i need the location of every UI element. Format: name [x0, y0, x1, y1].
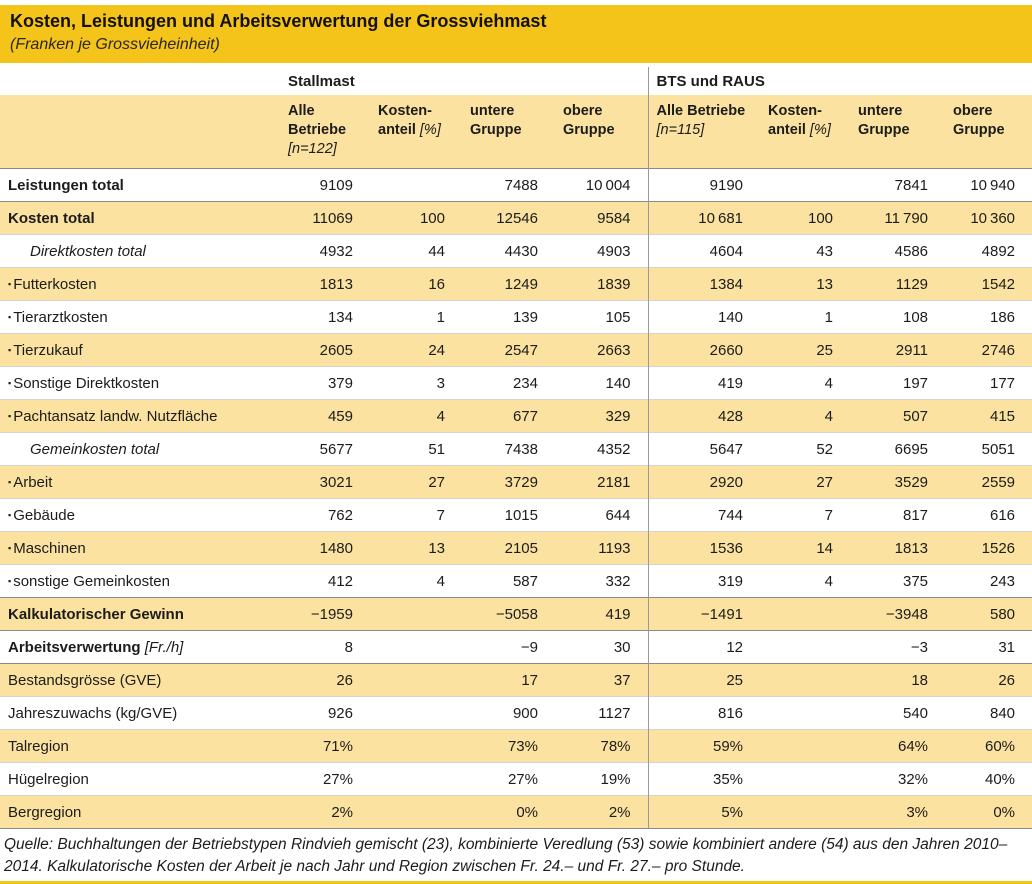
col-header-text: obere Gruppe: [953, 103, 1005, 138]
value-cell: 100: [370, 202, 462, 235]
group-header-stallmast: Stallmast: [280, 67, 648, 95]
table-row: [0, 169, 1032, 202]
value-cell: 2746: [945, 334, 1032, 367]
table-row: [0, 268, 1032, 301]
col-header-note: [%]: [419, 122, 441, 138]
col-header-text: untere Gruppe: [470, 103, 522, 138]
row-label-cell: [0, 235, 280, 268]
row-label-cell: [0, 268, 280, 301]
value-cell: [760, 796, 850, 829]
table-row: [0, 730, 1032, 763]
value-cell: 0%: [462, 796, 555, 829]
value-cell: 1542: [945, 268, 1032, 301]
value-cell: 78%: [555, 730, 648, 763]
value-cell: 2105: [462, 532, 555, 565]
cost-table: [0, 67, 1032, 829]
value-cell: 7: [760, 499, 850, 532]
value-cell: 816: [648, 697, 760, 730]
row-label: Sonstige Direktkosten: [13, 374, 160, 392]
table-row: [0, 565, 1032, 598]
value-cell: 31: [945, 631, 1032, 664]
value-cell: 1813: [850, 532, 945, 565]
value-cell: 186: [945, 301, 1032, 334]
row-label: Futterkosten: [13, 275, 97, 293]
value-cell: 40%: [945, 763, 1032, 796]
value-cell: 2181: [555, 466, 648, 499]
value-cell: 419: [648, 367, 760, 400]
value-cell: 1480: [280, 532, 370, 565]
col-header-text: untere Gruppe: [858, 103, 910, 138]
value-cell: 4430: [462, 235, 555, 268]
col-header-text: Alle Betriebe: [656, 103, 746, 119]
value-cell: 677: [462, 400, 555, 433]
table-row: [0, 400, 1032, 433]
table-row: [0, 598, 1032, 631]
value-cell: 1: [370, 301, 462, 334]
row-label: Tierzukauf: [13, 341, 83, 359]
value-cell: 2920: [648, 466, 760, 499]
value-cell: 13: [370, 532, 462, 565]
col-header-text: Kosten-anteil: [768, 103, 822, 138]
value-cell: 243: [945, 565, 1032, 598]
table-footer: [0, 829, 1032, 878]
value-cell: 26: [280, 664, 370, 697]
value-cell: 4: [370, 565, 462, 598]
value-cell: 134: [280, 301, 370, 334]
value-cell: 140: [648, 301, 760, 334]
value-cell: 140: [555, 367, 648, 400]
bullet-icon: ▪: [8, 278, 12, 289]
value-cell: 13: [760, 268, 850, 301]
value-cell: −3948: [850, 598, 945, 631]
value-cell: 762: [280, 499, 370, 532]
value-cell: 30: [555, 631, 648, 664]
value-cell: −1491: [648, 598, 760, 631]
value-cell: 27: [370, 466, 462, 499]
value-cell: 10 004: [555, 169, 648, 202]
row-label-cell: [0, 169, 280, 202]
value-cell: 234: [462, 367, 555, 400]
value-cell: 27%: [280, 763, 370, 796]
group-header-bts-raus: BTS und RAUS: [648, 67, 1032, 95]
source-note: Quelle: Buchhaltungen der Betriebstypen Rindvieh gemischt (23), kombinierte Veredlung (53) sowie kombiniert andere (54) aus den Jahren 2010–2014. Kalkulatorische Kosten der Arbeit je nach Jahr und Region zwischen Fr. 24.– und Fr. 27.– pro Stunde.: [4, 836, 1008, 875]
table-body: [0, 169, 1032, 829]
value-cell: 2911: [850, 334, 945, 367]
row-label: Maschinen: [13, 539, 86, 557]
value-cell: 3%: [850, 796, 945, 829]
value-cell: 4903: [555, 235, 648, 268]
value-cell: 73%: [462, 730, 555, 763]
value-cell: [760, 763, 850, 796]
value-cell: 379: [280, 367, 370, 400]
value-cell: 2547: [462, 334, 555, 367]
col-header-alle-betriebe-1: [280, 95, 370, 169]
value-cell: 644: [555, 499, 648, 532]
row-label: Direktkosten total: [30, 242, 146, 260]
page-subtitle: (Franken je Grossvieheinheit): [10, 36, 220, 53]
col-header-obere-gruppe-2: [945, 95, 1032, 169]
value-cell: 60%: [945, 730, 1032, 763]
row-label-cell: [0, 202, 280, 235]
row-label: Hügelregion: [8, 770, 89, 788]
value-cell: 2%: [280, 796, 370, 829]
value-cell: 0%: [945, 796, 1032, 829]
row-label: Kosten total: [8, 209, 95, 227]
bullet-icon: ▪: [8, 542, 12, 553]
value-cell: 5051: [945, 433, 1032, 466]
value-cell: 105: [555, 301, 648, 334]
value-cell: 12546: [462, 202, 555, 235]
row-label-cell: [0, 532, 280, 565]
value-cell: 4932: [280, 235, 370, 268]
row-label-cell: [0, 400, 280, 433]
value-cell: 840: [945, 697, 1032, 730]
label-column-header: [0, 95, 280, 169]
row-label: Pachtansatz landw. Nutzfläche: [13, 407, 218, 425]
value-cell: [370, 169, 462, 202]
value-cell: 9584: [555, 202, 648, 235]
value-cell: 108: [850, 301, 945, 334]
group-header-row: [0, 67, 1032, 95]
row-label-cell: [0, 565, 280, 598]
value-cell: 25: [760, 334, 850, 367]
value-cell: [370, 697, 462, 730]
value-cell: 18: [850, 664, 945, 697]
value-cell: 332: [555, 565, 648, 598]
value-cell: [760, 664, 850, 697]
value-cell: [760, 169, 850, 202]
table-row: [0, 367, 1032, 400]
row-label: Gemeinkosten total: [30, 440, 160, 458]
row-unit: [Fr./h]: [144, 638, 184, 656]
value-cell: 100: [760, 202, 850, 235]
row-label-cell: [0, 730, 280, 763]
col-header-obere-gruppe-1: [555, 95, 648, 169]
row-label-cell: [0, 466, 280, 499]
value-cell: [760, 598, 850, 631]
col-header-alle-betriebe-2: [648, 95, 760, 169]
value-cell: 14: [760, 532, 850, 565]
col-header-kostenanteil-1: [370, 95, 462, 169]
value-cell: 2660: [648, 334, 760, 367]
value-cell: 1127: [555, 697, 648, 730]
value-cell: 817: [850, 499, 945, 532]
value-cell: 11 790: [850, 202, 945, 235]
value-cell: 7: [370, 499, 462, 532]
value-cell: 27: [760, 466, 850, 499]
bullet-icon: ▪: [8, 311, 12, 322]
value-cell: 9190: [648, 169, 760, 202]
value-cell: 419: [555, 598, 648, 631]
value-cell: 59%: [648, 730, 760, 763]
value-cell: 7438: [462, 433, 555, 466]
value-cell: 5647: [648, 433, 760, 466]
bullet-icon: ▪: [8, 344, 12, 355]
value-cell: 4: [370, 400, 462, 433]
page-title: Kosten, Leistungen und Arbeitsverwertung der Grossviehmast: [10, 11, 547, 31]
row-label: Arbeit: [13, 473, 53, 491]
value-cell: 17: [462, 664, 555, 697]
table-row: [0, 301, 1032, 334]
value-cell: [370, 631, 462, 664]
value-cell: 1193: [555, 532, 648, 565]
row-label-cell: [0, 301, 280, 334]
row-label-cell: [0, 367, 280, 400]
value-cell: 52: [760, 433, 850, 466]
value-cell: 507: [850, 400, 945, 433]
value-cell: 587: [462, 565, 555, 598]
value-cell: 7841: [850, 169, 945, 202]
value-cell: [370, 730, 462, 763]
row-label: Arbeitsverwertung: [8, 638, 141, 656]
bullet-icon: ▪: [8, 377, 12, 388]
row-label-cell: [0, 598, 280, 631]
row-label: Talregion: [8, 737, 69, 755]
value-cell: 1249: [462, 268, 555, 301]
value-cell: 412: [280, 565, 370, 598]
col-header-text: Alle Betriebe: [288, 103, 347, 138]
value-cell: 51: [370, 433, 462, 466]
value-cell: 24: [370, 334, 462, 367]
value-cell: 6695: [850, 433, 945, 466]
value-cell: 64%: [850, 730, 945, 763]
value-cell: 44: [370, 235, 462, 268]
value-cell: 1015: [462, 499, 555, 532]
bullet-icon: ▪: [8, 476, 12, 487]
value-cell: −9: [462, 631, 555, 664]
table-row: [0, 664, 1032, 697]
table-row: [0, 466, 1032, 499]
col-header-note: [%]: [809, 122, 831, 138]
bullet-icon: ▪: [8, 509, 12, 520]
value-cell: 32%: [850, 763, 945, 796]
value-cell: 4: [760, 367, 850, 400]
value-cell: 1813: [280, 268, 370, 301]
value-cell: 26: [945, 664, 1032, 697]
table-masthead: [0, 5, 1032, 63]
value-cell: 900: [462, 697, 555, 730]
value-cell: 1839: [555, 268, 648, 301]
value-cell: 2605: [280, 334, 370, 367]
value-cell: 3729: [462, 466, 555, 499]
value-cell: 5%: [648, 796, 760, 829]
row-label: Tierarztkosten: [13, 308, 108, 326]
value-cell: 139: [462, 301, 555, 334]
row-label: Gebäude: [13, 506, 75, 524]
value-cell: 8: [280, 631, 370, 664]
col-header-note: [n=122]: [288, 141, 337, 157]
value-cell: 10 360: [945, 202, 1032, 235]
value-cell: 926: [280, 697, 370, 730]
table-row: [0, 499, 1032, 532]
col-header-untere-gruppe-1: [462, 95, 555, 169]
value-cell: 329: [555, 400, 648, 433]
value-cell: 616: [945, 499, 1032, 532]
value-cell: −1959: [280, 598, 370, 631]
col-header-untere-gruppe-2: [850, 95, 945, 169]
value-cell: 580: [945, 598, 1032, 631]
value-cell: 1129: [850, 268, 945, 301]
value-cell: 11069: [280, 202, 370, 235]
row-label-cell: [0, 664, 280, 697]
value-cell: 35%: [648, 763, 760, 796]
value-cell: 25: [648, 664, 760, 697]
row-label-cell: [0, 433, 280, 466]
row-label-cell: [0, 763, 280, 796]
column-header-row: [0, 95, 1032, 169]
value-cell: 1536: [648, 532, 760, 565]
row-label: sonstige Gemeinkosten: [13, 572, 170, 590]
value-cell: 540: [850, 697, 945, 730]
bullet-icon: ▪: [8, 575, 12, 586]
value-cell: 10 940: [945, 169, 1032, 202]
value-cell: 197: [850, 367, 945, 400]
value-cell: 1384: [648, 268, 760, 301]
value-cell: 2663: [555, 334, 648, 367]
row-label: Leistungen total: [8, 176, 124, 194]
value-cell: 1526: [945, 532, 1032, 565]
value-cell: 2%: [555, 796, 648, 829]
value-cell: 43: [760, 235, 850, 268]
row-label-cell: [0, 499, 280, 532]
value-cell: 10 681: [648, 202, 760, 235]
value-cell: 3529: [850, 466, 945, 499]
bullet-icon: ▪: [8, 410, 12, 421]
value-cell: [370, 598, 462, 631]
value-cell: 4604: [648, 235, 760, 268]
row-label: Bergregion: [8, 803, 82, 821]
value-cell: [370, 664, 462, 697]
row-label: Jahreszuwachs (kg/GVE): [8, 704, 178, 722]
table-row: [0, 796, 1032, 829]
value-cell: −3: [850, 631, 945, 664]
value-cell: [760, 631, 850, 664]
value-cell: 9109: [280, 169, 370, 202]
row-label: Bestandsgrösse (GVE): [8, 671, 162, 689]
value-cell: 12: [648, 631, 760, 664]
value-cell: [370, 796, 462, 829]
value-cell: [370, 763, 462, 796]
table-row: [0, 697, 1032, 730]
value-cell: 37: [555, 664, 648, 697]
table-row: [0, 532, 1032, 565]
value-cell: 27%: [462, 763, 555, 796]
value-cell: 4352: [555, 433, 648, 466]
value-cell: 3: [370, 367, 462, 400]
row-label-cell: [0, 796, 280, 829]
value-cell: 4892: [945, 235, 1032, 268]
value-cell: 1: [760, 301, 850, 334]
value-cell: 7488: [462, 169, 555, 202]
col-header-text: obere Gruppe: [563, 103, 615, 138]
value-cell: 744: [648, 499, 760, 532]
value-cell: 71%: [280, 730, 370, 763]
table-row: [0, 763, 1032, 796]
value-cell: 4: [760, 400, 850, 433]
value-cell: 3021: [280, 466, 370, 499]
col-header-note: [n=115]: [656, 122, 705, 138]
value-cell: −5058: [462, 598, 555, 631]
table-row: [0, 334, 1032, 367]
value-cell: 177: [945, 367, 1032, 400]
value-cell: [760, 730, 850, 763]
label-column-spacer: [0, 67, 280, 95]
value-cell: 4: [760, 565, 850, 598]
value-cell: 4586: [850, 235, 945, 268]
value-cell: 415: [945, 400, 1032, 433]
value-cell: 16: [370, 268, 462, 301]
value-cell: 319: [648, 565, 760, 598]
col-header-kostenanteil-2: [760, 95, 850, 169]
table-row: [0, 202, 1032, 235]
value-cell: 459: [280, 400, 370, 433]
value-cell: [760, 697, 850, 730]
value-cell: 19%: [555, 763, 648, 796]
row-label-cell: [0, 334, 280, 367]
value-cell: 428: [648, 400, 760, 433]
table-row: [0, 631, 1032, 664]
table-row: [0, 433, 1032, 466]
row-label-cell: [0, 697, 280, 730]
value-cell: 375: [850, 565, 945, 598]
value-cell: 5677: [280, 433, 370, 466]
table-row: [0, 235, 1032, 268]
col-header-text: Kosten-anteil: [378, 103, 432, 138]
row-label-cell: [0, 631, 280, 664]
value-cell: 2559: [945, 466, 1032, 499]
row-label: Kalkulatorischer Gewinn: [8, 605, 184, 623]
